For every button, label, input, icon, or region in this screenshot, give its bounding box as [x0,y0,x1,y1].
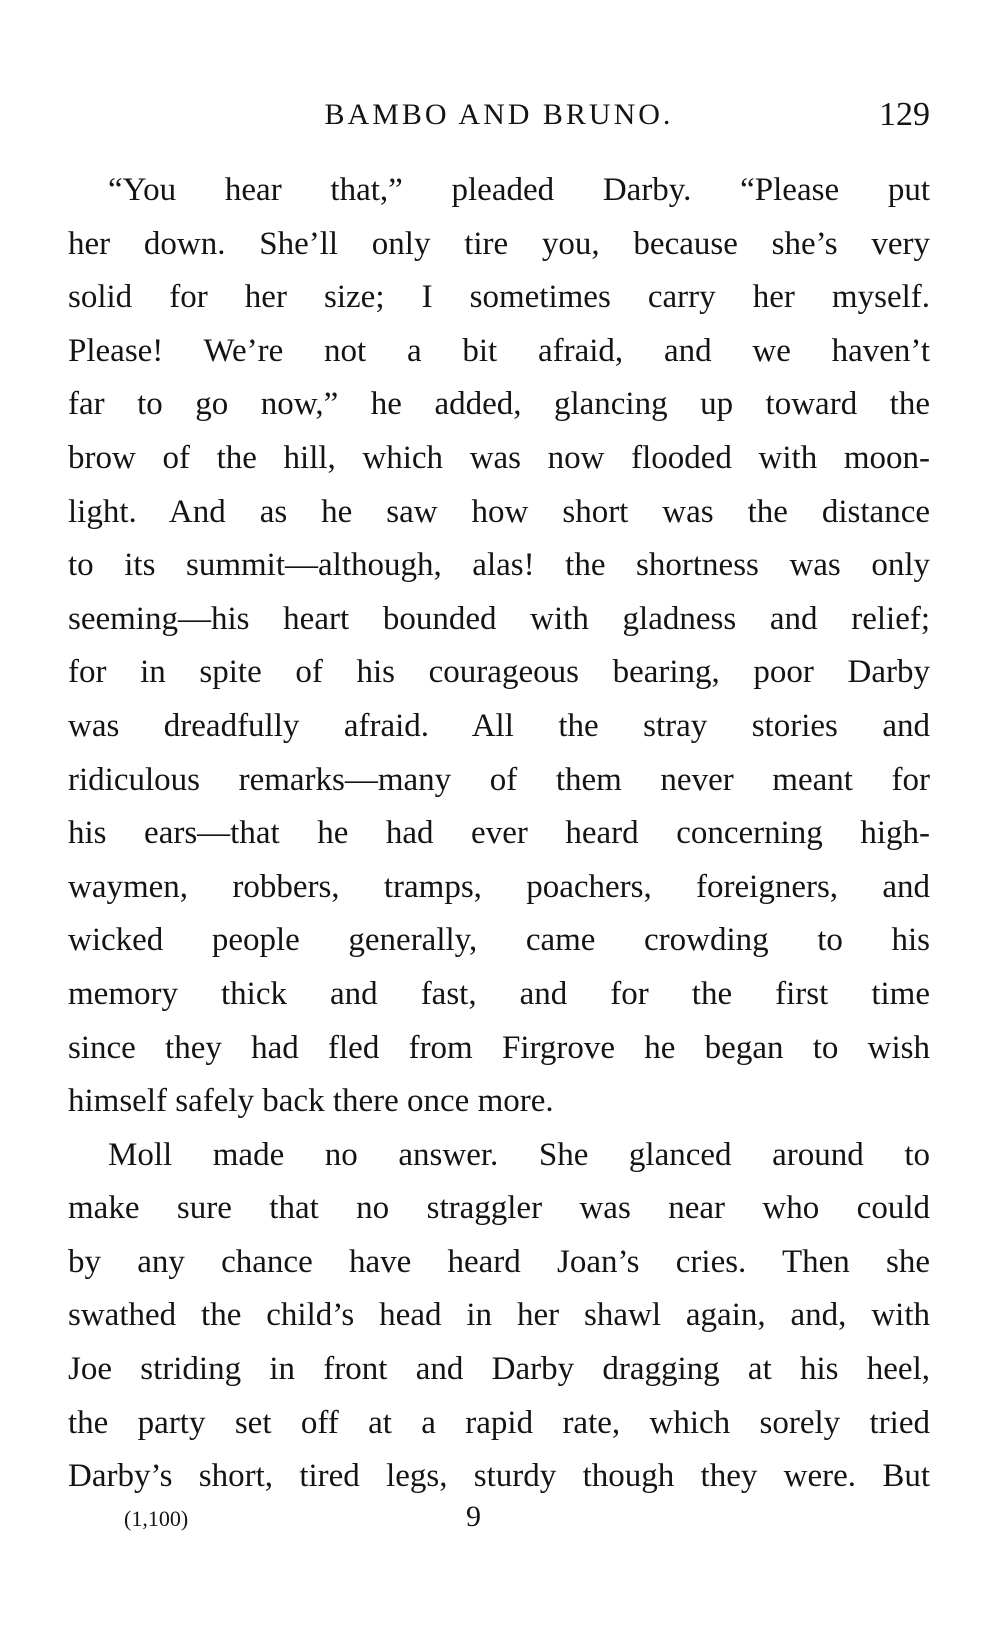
running-head [68,98,930,138]
text-line: her down. She’ll only tire you, because she’s very [68,225,930,262]
text-line: since they had fled from Firgrove he began to wish [68,1029,930,1066]
text-line: Joe striding in front and Darby dragging at his heel, [68,1351,930,1388]
page-footer [68,1500,930,1540]
text-line: for in spite of his courageous bearing, poor Darby [68,654,930,691]
text-line: Darby’s short, tired legs, sturdy though they were. But [68,1458,930,1495]
text-line: ridiculous remarks—many of them never meant for [68,761,930,798]
text-line: solid for her size; I sometimes carry her myself. [68,279,930,316]
text-line: wicked people generally, came crowding to his [68,922,930,959]
text-line: swathed the child’s head in her shawl again, and, with [68,1297,930,1334]
text-line: was dreadfully afraid. All the stray stories and [68,707,930,744]
text-line: memory thick and fast, and for the first time [68,975,930,1012]
page-number: 129 [879,96,930,133]
text-line: the party set off at a rapid rate, which sorely tried [68,1404,930,1441]
text-line: himself safely back there once more. [68,1083,554,1120]
body-text [68,164,930,1504]
gathering-number: 9 [466,1500,481,1533]
text-line: seeming—his heart bounded with gladness and relief; [68,600,930,637]
text-line: to its summit—although, alas! the shortness was only [68,547,930,584]
text-line: far to go now,” he added, glancing up toward the [68,386,930,423]
text-line: brow of the hill, which was now flooded with moon- [68,439,930,476]
text-line: his ears—that he had ever heard concerning high- [68,815,930,852]
text-line: waymen, robbers, tramps, poachers, foreigners, and [68,868,930,905]
text-line: make sure that no straggler was near who could [68,1190,930,1227]
text-line: light. And as he saw how short was the distance [68,493,930,530]
running-title: BAMBO AND BRUNO. [324,98,674,131]
signature-mark: (1,100) [124,1506,189,1531]
text-line: Please! We’re not a bit afraid, and we haven’t [68,332,930,369]
text-line: Moll made no answer. She glanced around to [108,1136,930,1173]
text-line: by any chance have heard Joan’s cries. Then she [68,1243,930,1280]
text-line: “You hear that,” pleaded Darby. “Please put [108,172,930,208]
